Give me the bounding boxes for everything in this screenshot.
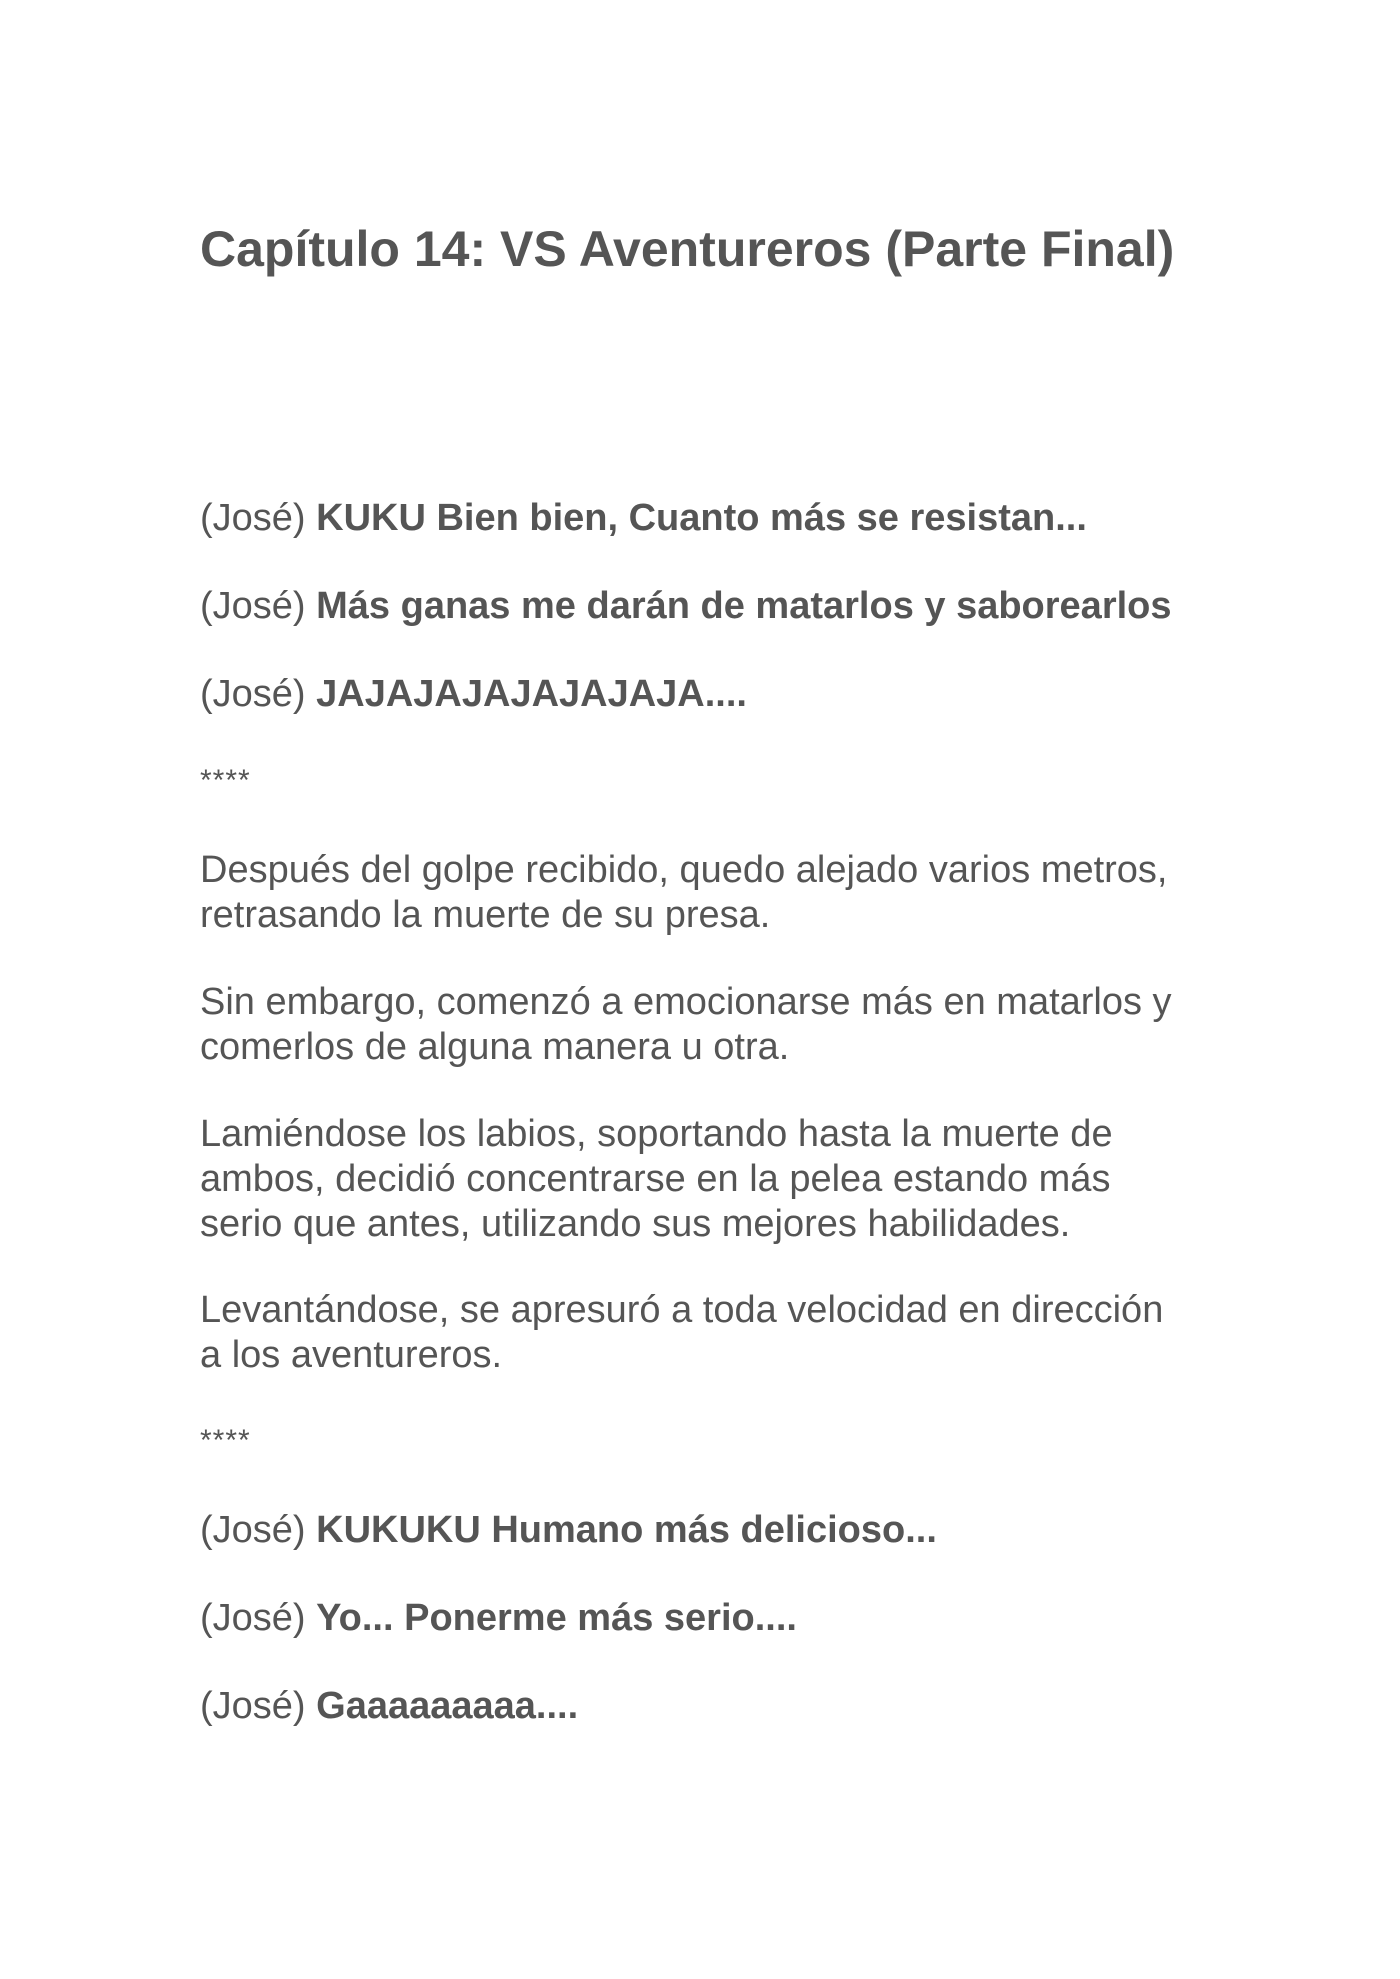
speech-text: KUKU Bien bien, Cuanto más se resistan...	[316, 497, 1087, 539]
chapter-title: Capítulo 14: VS Aventureros (Parte Final)	[200, 221, 1175, 277]
scene-separator: ****	[200, 764, 251, 797]
dialogue-line	[200, 672, 747, 717]
speaker-label: (José)	[200, 673, 306, 715]
speaker-label: (José)	[200, 497, 306, 539]
speaker-label: (José)	[200, 585, 306, 627]
speech-text: KUKUKU Humano más delicioso...	[316, 1509, 937, 1551]
dialogue-line	[200, 1684, 578, 1729]
speech-text: JAJAJAJAJAJAJAJA....	[316, 673, 747, 715]
speech-text: Más ganas me darán de matarlos y saborearlos	[316, 585, 1172, 627]
narration-paragraph	[200, 1112, 1113, 1247]
narration-line: Lamiéndose los labios, soportando hasta la muerte de	[200, 1113, 1113, 1155]
narration-line: a los aventureros.	[200, 1334, 503, 1376]
narration-line: retrasando la muerte de su presa.	[200, 894, 771, 936]
dialogue-line	[200, 1596, 797, 1641]
narration-line: comerlos de alguna manera u otra.	[200, 1026, 790, 1068]
narration-paragraph	[200, 848, 1167, 938]
narration-line: ambos, decidió concentrarse en la pelea estando más	[200, 1158, 1111, 1200]
narration-line: serio que antes, utilizando sus mejores habilidades.	[200, 1203, 1071, 1245]
narration-paragraph	[200, 1288, 1163, 1378]
speaker-label: (José)	[200, 1597, 306, 1639]
dialogue-line	[200, 1508, 937, 1553]
narration-line: Después del golpe recibido, quedo alejado varios metros,	[200, 849, 1168, 891]
speaker-label: (José)	[200, 1509, 306, 1551]
speech-text: Gaaaaaaaaa....	[316, 1685, 579, 1727]
scene-separator: ****	[200, 1424, 251, 1457]
speaker-label: (José)	[200, 1685, 306, 1727]
narration-paragraph	[200, 980, 1172, 1070]
dialogue-line	[200, 584, 1172, 629]
narration-line: Levantándose, se apresuró a toda velocidad en dirección	[200, 1289, 1164, 1331]
dialogue-line	[200, 496, 1087, 541]
speech-text: Yo... Ponerme más serio....	[316, 1597, 797, 1639]
narration-line: Sin embargo, comenzó a emocionarse más en matarlos y	[200, 981, 1172, 1023]
